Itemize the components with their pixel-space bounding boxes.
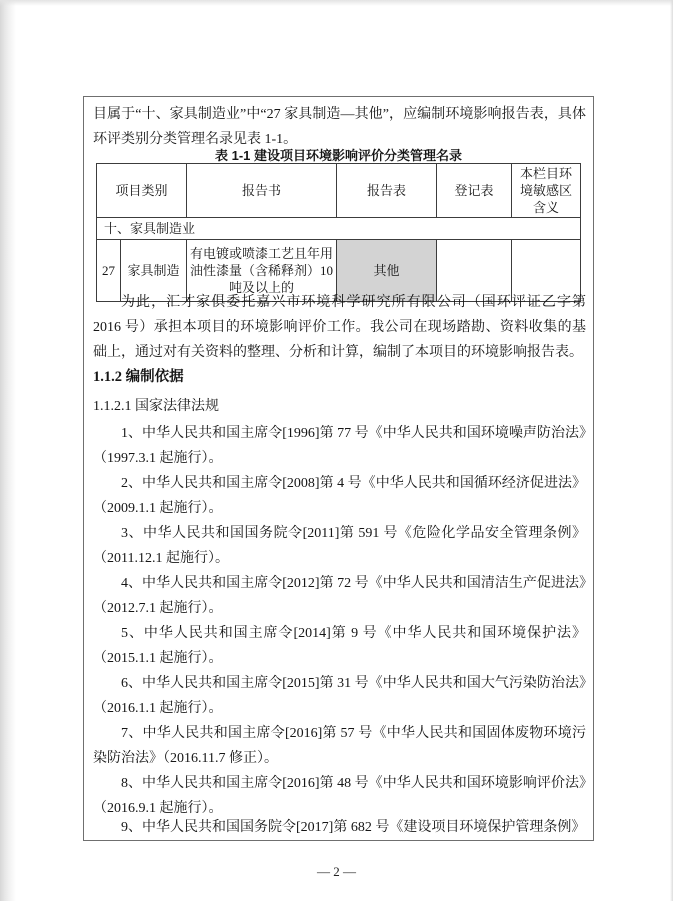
col-header-sensitive-area: 本栏目环境敏感区含义 <box>512 164 581 218</box>
law-item-1: 1、中华人民共和国主席令[1996]第 77 号《中华人民共和国环境噪声防治法》（1997.3.1 起施行）。 <box>93 426 586 466</box>
document-content-frame <box>83 96 594 841</box>
table-title: 表 1-1 建设项目环境影响评价分类管理名录 <box>214 148 462 163</box>
table-header-row <box>97 164 581 218</box>
heading-national-laws: 1.1.2.1 国家法律法规 <box>93 399 219 414</box>
paragraph-commission: 为此，汇才家俱委托嘉兴市环境科学研究所有限公司（国环评证乙字第 2016 号）承担本项目的环境影响评价工作。我公司在现场踏勘、资料收集的基础上，通过对有关资料的整理、分析和计算，编制了本项目的环境影响报告表。 <box>93 295 586 360</box>
classification-table <box>96 163 581 302</box>
law-item-7: 7、中华人民共和国主席令[2016]第 57 号《中华人民共和国固体废物环境污染防治法》（2016.11.7 修正）。 <box>93 726 586 766</box>
col-header-project-category: 项目类别 <box>97 164 187 218</box>
col-header-registration-form: 登记表 <box>437 164 512 218</box>
col-header-report-book: 报告书 <box>187 164 337 218</box>
cell-item-number: 27 <box>97 240 121 302</box>
law-item-9: 9、中华人民共和国国务院令[2017]第 682 号《建设项目环境保护管理条例》 <box>121 820 586 835</box>
law-item-5: 5、中华人民共和国主席令[2014]第 9 号《中华人民共和国环境保护法》（2015.1.1 起施行）。 <box>93 626 586 666</box>
law-item-2: 2、中华人民共和国主席令[2008]第 4 号《中华人民共和国循环经济促进法》（2009.1.1 起施行）。 <box>93 476 586 516</box>
law-item-6: 6、中华人民共和国主席令[2015]第 31 号《中华人民共和国大气污染防治法》（2016.1.1 起施行）。 <box>93 676 586 716</box>
paragraph-intro: 目属于“十、家具制造业”中“27 家具制造—其他”，应编制环境影响报告表，具体环评类别分类管理名录见表 1-1。 <box>93 107 586 147</box>
law-item-8: 8、中华人民共和国主席令[2016]第 48 号《中华人民共和国环境影响评价法》（2016.9.1 起施行）。 <box>93 776 586 816</box>
industry-group-label: 十、家具制造业 <box>97 218 581 240</box>
page-top-shadow <box>0 0 673 6</box>
page-number: — 2 — <box>317 864 356 879</box>
cell-report-book-criteria: 有电镀或喷漆工艺且年用油性漆量（含稀释剂）10吨及以上的 <box>187 240 337 302</box>
heading-compilation-basis: 1.1.2 编制依据 <box>93 369 184 385</box>
page-left-shadow <box>0 0 16 901</box>
col-header-report-form: 报告表 <box>337 164 437 218</box>
law-item-3: 3、中华人民共和国国务院令[2011]第 591 号《危险化学品安全管理条例》（2011.12.1 起施行）。 <box>93 526 586 566</box>
industry-group-row <box>97 218 581 240</box>
cell-report-form-value: 其他 <box>337 240 437 302</box>
cell-item-category: 家具制造 <box>121 240 187 302</box>
law-item-4: 4、中华人民共和国主席令[2012]第 72 号《中华人民共和国清洁生产促进法》（2012.7.1 起施行）。 <box>93 576 586 616</box>
